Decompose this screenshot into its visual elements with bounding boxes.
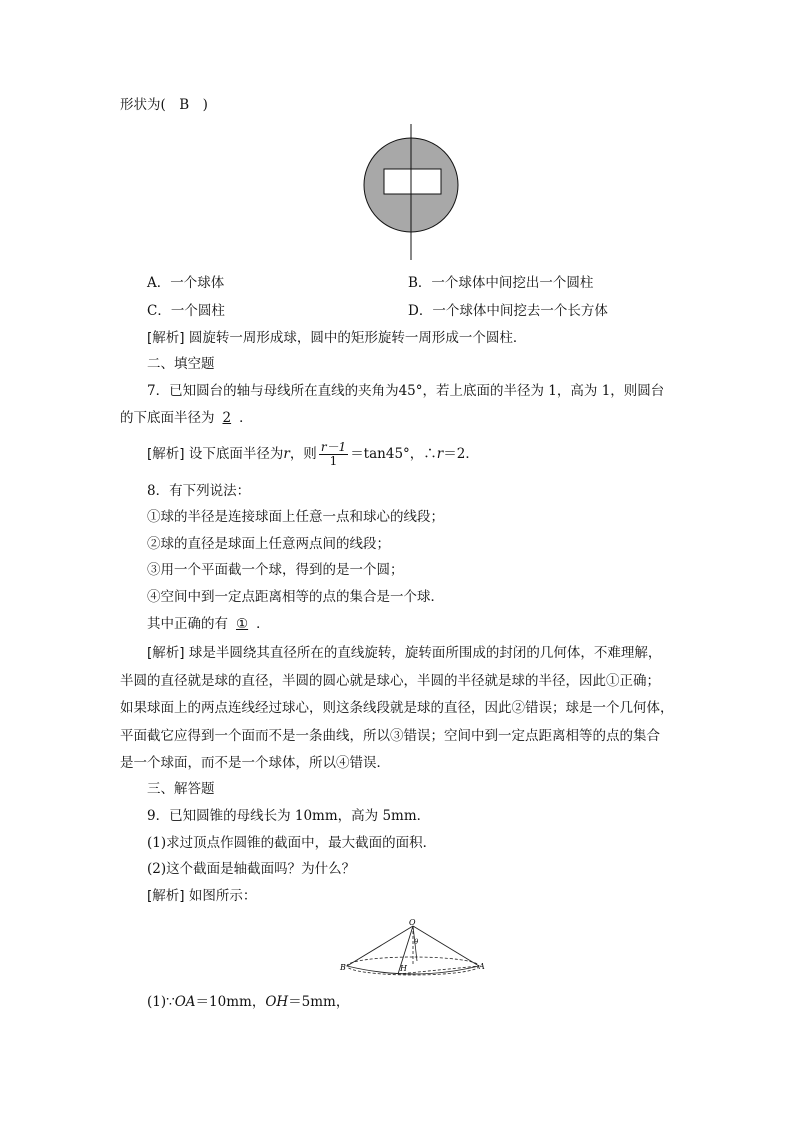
option-c: C．一个圆柱 (147, 303, 225, 319)
circle-rectangle-figure (355, 124, 470, 260)
q8-question: 其中正确的有 ① ． (147, 616, 270, 632)
q8-analysis-line4: 平面截它应得到一个面而不是一条曲线，所以③错误；空间中到一定点距离相等的点的集合 (120, 728, 660, 744)
cone-figure (338, 916, 488, 982)
q9-stem: 9．已知圆锥的母线长为 10mm，高为 5mm． (147, 808, 431, 824)
q6-analysis: [解析] 圆旋转一周形成球，圆中的矩形旋转一周形成一个圆柱． (147, 330, 527, 346)
q8-analysis-line3: 如果球面上的两点连线经过球心，则这条线段就是球的直径，因此②错误；球是一个几何体， (120, 700, 674, 716)
q9-part1: (1)求过顶点作圆锥的截面中，最大截面的面积． (147, 835, 437, 851)
q8-statement-3: ③用一个平面截一个球，得到的是一个圆； (147, 562, 404, 578)
q7-line2: 的下底面半径为 2 ． (120, 410, 253, 426)
option-b: B．一个球体中间挖出一个圆柱 (408, 275, 594, 291)
q8-statement-2: ②球的直径是球面上任意两点间的线段； (147, 536, 390, 552)
q8-analysis-line2: 半圆的直径就是球的直径，半圆的圆心就是球心，半圆的半径就是球的半径，因此①正确； (120, 673, 660, 689)
q9-analysis: [解析] 如图所示： (147, 888, 257, 904)
q8-statement-4: ④空间中到一定点距离相等的点的集合是一个球． (147, 589, 444, 605)
section-heading-fill: 二、填空题 (147, 356, 215, 372)
q8-statement-1: ①球的半径是连接球面上任意一点和球心的线段； (147, 509, 444, 525)
label-b: B (340, 963, 346, 972)
fraction: $\frac{r-1}{1}$ (320, 440, 347, 468)
analysis-tag: [解析] (147, 330, 185, 346)
q8-analysis-line5: 是一个球面，而不是一个球体，所以④错误． (120, 755, 390, 771)
section-heading-solve: 三、解答题 (147, 781, 215, 797)
q8-answer: ① (236, 616, 249, 632)
q9-part2: (2)这个截面是轴截面吗？为什么？ (147, 861, 356, 877)
q8-analysis-line1: [解析] 球是半圆绕其直径所在的直线旋转，旋转面所围成的封闭的几何体，不难理解， (147, 645, 662, 661)
q7-line1: 7．已知圆台的轴与母线所在直线的夹角为45°，若上底面的半径为 1，高为 1，则圆台 (147, 383, 665, 399)
q9-solution-line1: (1)∵OA＝10mm，OH＝5mm， (147, 994, 350, 1010)
option-d: D．一个球体中间挖去一个长方体 (408, 303, 608, 319)
q7-answer: 2 (222, 410, 232, 426)
label-a: A (479, 962, 485, 971)
q7-analysis: [解析] 设下底面半径为r，则 $\frac{r-1}{1}$ ＝tan45°，∴r＝2． (147, 440, 479, 468)
option-a: A．一个球体 (147, 275, 225, 291)
label-o: O (409, 918, 416, 927)
q6-stem-tail: 形状为( B ) (120, 97, 208, 113)
q8-intro: 8．有下列说法： (147, 483, 251, 499)
label-theta: θ (414, 938, 419, 946)
label-h: H (400, 964, 407, 973)
